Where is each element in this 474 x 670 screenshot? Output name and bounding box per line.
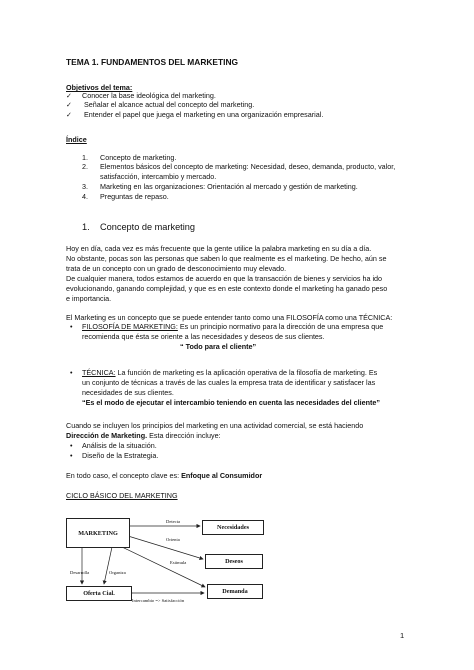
- tecnica-label: TÉCNICA:: [82, 368, 116, 377]
- paragraph-line: No obstante, pocas son las personas que saben lo que realmente es el marketing. De hecho, aún se: [66, 254, 387, 263]
- index-item: Elementos básicos del concepto de marketing: Necesidad, deseo, demanda, producto, valor,: [100, 162, 396, 171]
- bullet-icon: •: [70, 322, 73, 331]
- estimula-arrow: [120, 546, 205, 587]
- paragraph-line: De cualquier manera, todos estamos de acuerdo en que la transacción de bienes y servicios ha ido: [66, 274, 383, 283]
- bullet-line: recomienda que ésta se oriente a las necesidades y deseos de sus clientes.: [82, 332, 325, 341]
- paragraph-line: Cuando se incluyen los principios del marketing en una actividad comercial, se está haciendo: [66, 421, 364, 430]
- direccion-item: Análisis de la situación.: [82, 441, 157, 450]
- direccion-item: Diseño de la Estrategia.: [82, 451, 159, 460]
- index-number: 2.: [82, 162, 88, 171]
- bullet-line: un conjunto de técnicas a través de las cuales la empresa trata de identificar y satisfacer las: [82, 378, 376, 387]
- index-number: 4.: [82, 192, 88, 201]
- section-number: 1.: [82, 222, 90, 232]
- key-bold: Enfoque al Consumidor: [181, 471, 263, 480]
- demanda-box: Demanda: [207, 584, 263, 599]
- direccion-rest: Esta dirección incluye:: [147, 431, 221, 440]
- objective-item: Señalar el alcance actual del concepto del marketing.: [84, 100, 255, 109]
- check-icon: ✓: [66, 100, 73, 109]
- necesidades-box: Necesidades: [202, 520, 264, 535]
- orienta-label: Orienta: [166, 537, 180, 542]
- index-number: 3.: [82, 182, 88, 191]
- paragraph-line: El Marketing es un concepto que se puede entender tanto como una FILOSOFÍA como una TÉCNICA:: [66, 313, 393, 322]
- deseos-box: Deseos: [205, 554, 263, 569]
- bullet-icon: •: [70, 451, 73, 460]
- objective-item: Entender el papel que juega el marketing en una organización empresarial.: [84, 110, 324, 119]
- estimula-label: Estimula: [170, 560, 187, 565]
- filosofia-label: FILOSOFÍA DE MARKETING:: [82, 322, 178, 331]
- check-icon: ✓: [66, 91, 73, 100]
- paragraph-line: trata de un concepto con un grado de desconocimiento muy elevado.: [66, 264, 287, 273]
- bullet-icon: •: [70, 441, 73, 450]
- direccion-bold: Dirección de Marketing.: [66, 431, 148, 440]
- organiza-label: Organiza: [109, 570, 126, 575]
- bullet-icon: •: [70, 368, 73, 377]
- index-item: Concepto de marketing.: [100, 153, 177, 162]
- page-number: 1: [400, 631, 405, 640]
- key-prefix: En todo caso, el concepto clave es:: [66, 471, 182, 480]
- quote: “ Todo para el cliente”: [180, 342, 257, 351]
- intercambio-label: Intercambio => Satisfacción: [132, 598, 185, 603]
- page-title: TEMA 1. FUNDAMENTOS DEL MARKETING: [66, 57, 239, 67]
- paragraph-line: Hoy en día, cada vez es más frecuente que la gente utilice la palabra marketing en su día a día.: [66, 244, 372, 253]
- marketing-box: MARKETING: [66, 518, 130, 548]
- detecta-label: Detecta: [166, 519, 181, 524]
- oferta-box: Oferta Cial.: [66, 586, 132, 601]
- check-icon: ✓: [66, 110, 73, 119]
- bullet-line: necesidades de sus clientes.: [82, 388, 174, 397]
- paragraph-line: evolucionando, ganando complejidad, y que es en este contexto donde el marketing ha ganado peso: [66, 284, 388, 293]
- objectives-heading: Objetivos del tema:: [66, 83, 133, 92]
- paragraph-line: e importancia.: [66, 294, 112, 303]
- quote: “Es el modo de ejecutar el intercambio teniendo en cuenta las necesidades del cliente”: [82, 398, 380, 407]
- ciclo-heading: CICLO BÁSICO DEL MARKETING: [66, 491, 178, 500]
- index-number: 1.: [82, 153, 88, 162]
- organiza-arrow: [104, 547, 112, 584]
- index-item: Marketing en las organizaciones: Orientación al mercado y gestión de marketing.: [100, 182, 358, 191]
- section-title: Concepto de marketing: [100, 222, 195, 232]
- index-heading: Índice: [66, 135, 87, 144]
- objective-item: Conocer la base ideológica del marketing.: [82, 91, 216, 100]
- tecnica-text: La función de marketing es la aplicación operativa de la filosofía de marketing. Es: [115, 368, 378, 377]
- index-item: satisfacción, intercambio y mercado.: [100, 172, 217, 181]
- desarrolla-label: Desarrolla: [70, 570, 90, 575]
- index-item: Preguntas de repaso.: [100, 192, 169, 201]
- filosofia-text: Es un principio normativo para la dirección de una empresa que: [177, 322, 384, 331]
